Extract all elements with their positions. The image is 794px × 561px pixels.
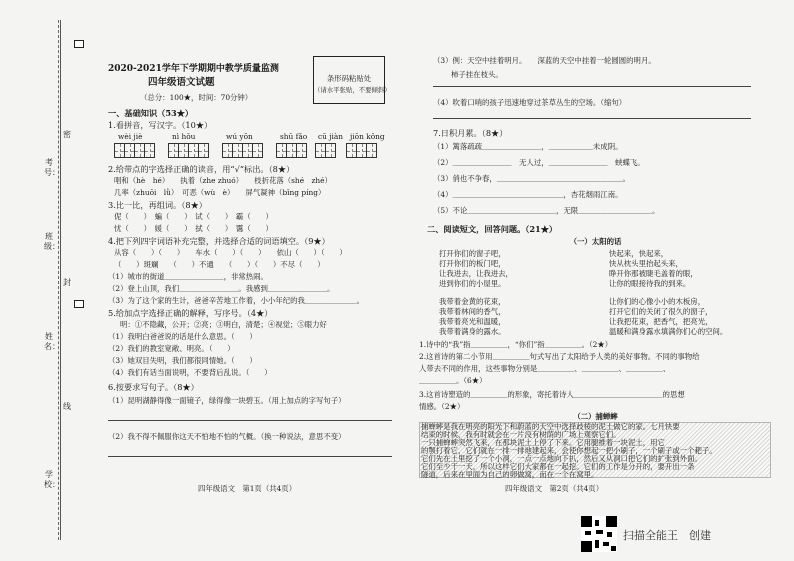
question-3-line-2: 忧（ ） 媛（ ） 拭（ ） 霭（ ） bbox=[114, 224, 273, 233]
question-4-line-1: 从容（ ）（ ） 车水（ ）（ ） 依山（ ）（ ） bbox=[114, 248, 347, 257]
section-2-heading: 二、阅读短文，回答问题。（21★） bbox=[427, 224, 558, 234]
poem-line: 让我进去，让我进去， bbox=[439, 269, 513, 278]
poem-line: 快从枕头里抬起头来， bbox=[609, 259, 683, 268]
question-7-line-5: （5）不论＿＿＿＿＿＿＿＿＿＿＿＿，无限＿＿＿＿＿＿＿＿＿＿。 bbox=[433, 206, 660, 215]
passage-line: 一只捕蝉蟀突然飞来，在那块泥土上停了下来。它用腿推着一块泥土，用它 bbox=[421, 438, 665, 447]
writing-grid-4[interactable] bbox=[276, 143, 306, 158]
writing-grid-2[interactable] bbox=[168, 143, 208, 158]
writing-grid-1[interactable] bbox=[114, 143, 154, 158]
margin-label-secret: 密 bbox=[63, 130, 71, 139]
barcode-paste-box bbox=[313, 56, 391, 104]
question-4-sub-1: （1）城市的街道＿＿＿＿＿＿＿＿，非常热闹。 bbox=[108, 272, 268, 281]
writing-grid-5[interactable] bbox=[315, 143, 335, 158]
question-2: 2.给带点的字选择正确的读音，用“√”标出。（8★） bbox=[108, 164, 295, 174]
question-7-line-4: （4）＿＿＿＿＿＿＿＿＿＿＿＿＿＿＿，杏花烟雨江南。 bbox=[433, 190, 623, 199]
question-7-line-2: （2）＿＿＿＿＿＿＿＿ 无人过，＿＿＿＿＿＿＿＿ 蛱蝶飞。 bbox=[433, 158, 645, 167]
poem-line: 打开它们的关闭了很久的窗子， bbox=[609, 307, 713, 316]
poem-line: 打开你们的板门吧， bbox=[439, 259, 506, 268]
passage-line: 它们至少干一天，所以这样它们大家都在一起挖。它们的工作是分开的，要开出一条 bbox=[421, 462, 695, 471]
binding-dashed-line bbox=[58, 20, 59, 540]
poem-line: 让你们的心像小小的木板房， bbox=[609, 297, 706, 306]
reading-question-2a: 2.这首诗的第二小节用＿＿＿＿＿句式写出了太阳给予人类的美好事物。不同的事物给 bbox=[419, 352, 700, 361]
question-6-3-prompt: 柿子挂在枝头。 bbox=[451, 70, 503, 79]
poem-line: 进到你们的小屋里。 bbox=[439, 279, 506, 288]
passage-line: 结束的时候，我有时就会在一片没有树荫的广场上观察它们。 bbox=[421, 430, 621, 439]
question-3-line-1: 伲（ ） 蝙（ ） 试（ ） 霸（ ） bbox=[114, 212, 273, 221]
passage-line: 它们先在土里挖了一个小洞，一点一点地向下扒，然后又从洞口把它们的扩张到外面。 bbox=[421, 454, 702, 463]
question-6-3-example: （3）例：天空中挂着明月。 深蓝的天空中挂着一轮圆圆的明月。 bbox=[433, 56, 656, 65]
answer-line[interactable] bbox=[433, 86, 751, 87]
margin-label-class: 班级： bbox=[44, 232, 60, 251]
question-7: 7.日积月累。（8★） bbox=[433, 128, 508, 138]
question-2-line-1: 唱和（hè hé） 执着（zhe zhuó） 枝折花落（shé zhé） bbox=[114, 176, 332, 185]
margin-label-exam-no: 考号： bbox=[44, 158, 60, 177]
page-footer-1: 四年级语文 第1页（共4页） bbox=[198, 484, 297, 493]
qr-code-icon bbox=[581, 516, 617, 552]
poem-title: （一）太阳的话 bbox=[569, 237, 622, 246]
passage-line: 隧道，后来在里面为自己的卵做窝，而在一个在窝里。 bbox=[421, 470, 599, 479]
reading-question-2c: ＿＿＿＿＿。（6★） bbox=[419, 376, 487, 385]
margin-label-line: 线 bbox=[63, 402, 71, 411]
answer-line[interactable] bbox=[108, 456, 392, 457]
question-1: 1.看拼音，写汉字。（10★） bbox=[108, 120, 213, 130]
poem-line: 我带着亮光和温暖， bbox=[439, 317, 506, 326]
passage-line: 捕蝉蟀是我在明亮的阳光下和蔚蓝的天空中选择歧棱的泥土做它的家。七月快要 bbox=[421, 422, 680, 431]
question-5-line-2: （2）我们的教室宽敞、明亮。（ ） bbox=[108, 344, 235, 353]
question-5-options: 明：①不隐藏，公开；②亮；③明白，清楚；④视觉；⑤眼力好 bbox=[120, 320, 327, 329]
section-1-heading: 一、基础知识（53★） bbox=[108, 108, 194, 118]
binding-line bbox=[60, 20, 61, 540]
poem-line: 睁开你那被睫毛盖着的眼， bbox=[609, 269, 698, 278]
reading-question-3b: 情感。（2★） bbox=[419, 402, 465, 411]
question-3: 3.比一比，再组词。（8★） bbox=[108, 200, 207, 210]
passage-title: （二）捕蝉蟀 bbox=[573, 412, 618, 421]
pinyin-2: nì hǒu bbox=[172, 132, 196, 141]
reading-question-1: 1.诗中的“我”指＿＿＿＿＿，“你们”指＿＿＿＿＿。（2★） bbox=[419, 340, 613, 349]
question-4-sub-2: （2）登上山顶，我们＿＿＿＿＿＿＿＿。我感到＿＿＿＿＿＿＿＿。 bbox=[108, 284, 335, 293]
passage-line: 的颚打着它，它们就在一排一排地建起来，会使你想起一把小刷子，一个刷子或一个耙子。 bbox=[421, 446, 717, 455]
question-5-line-3: （3）她双目失明，我们都很同情她。（ ） bbox=[108, 356, 257, 365]
question-5-line-1: （1）我明白爸爸说的话是什么意思。（ ） bbox=[108, 332, 257, 341]
poem-line: 打开你们的窗子吧， bbox=[439, 249, 506, 258]
answer-line[interactable] bbox=[108, 420, 392, 421]
question-7-line-3: （3）俏也不争春，＿＿＿＿＿＿＿＿＿＿＿＿＿＿＿＿＿。 bbox=[433, 174, 630, 183]
question-4-line-2: （ ）斑斓 （ ）不通 （ ）（ ）不尽（ ） bbox=[114, 260, 325, 269]
writing-grid-3[interactable] bbox=[222, 143, 262, 158]
question-5: 5.给加点字选择正确的解释，写序号。（4★） bbox=[108, 308, 273, 318]
pinyin-3: wú yōn bbox=[226, 132, 253, 141]
question-7-line-1: （1）篱落疏疏＿＿＿＿＿＿＿＿，＿＿＿＿＿＿未成阴。 bbox=[433, 142, 623, 151]
exam-title: 2020-2021学年下学期期中教学质量监测 bbox=[108, 64, 279, 74]
margin-label-name: 姓名： bbox=[44, 332, 60, 351]
answer-line[interactable] bbox=[433, 118, 751, 119]
question-6-4: （4）吹着口哨的孩子迅速地穿过茶草丛生的空场。（缩句） bbox=[433, 98, 627, 107]
margin-label-seal: 封 bbox=[63, 278, 71, 287]
poem-line: 快起来，快起来， bbox=[609, 249, 669, 258]
poem-line: 我带着林间的香气， bbox=[439, 307, 506, 316]
pinyin-6: jiōn kǒng bbox=[350, 132, 385, 141]
writing-grid-6[interactable] bbox=[346, 143, 376, 158]
question-4-sub-3: （3）为了这个家的生计，爸爸辛苦地工作着，小小年纪的我＿＿＿＿＿＿＿。 bbox=[108, 296, 364, 305]
barcode-note: （请水平张贴，不要倾斜） bbox=[314, 86, 391, 94]
scanner-watermark: 扫描全能王 创建 bbox=[623, 529, 711, 542]
exam-meta: （总分：100★，时间：70分钟） bbox=[140, 93, 253, 102]
poem-line: 我带着金黄的花束， bbox=[439, 297, 506, 306]
margin-label-school: 学校： bbox=[44, 470, 60, 489]
pinyin-1: wèi jiè bbox=[118, 132, 143, 141]
question-6-2: （2）我不得不佩服你这天不怕地不怕的气概。（换一种说法，意思不变） bbox=[108, 432, 346, 441]
reading-question-2b: 人带去不同的作用，这些事物分别是＿＿＿＿＿、＿＿＿＿＿、＿＿＿＿＿、 bbox=[419, 364, 671, 373]
question-6: 6.按要求写句子。（8★） bbox=[108, 382, 199, 392]
reading-question-3a: 3.这首诗塑造的＿＿＿＿＿的形象，寄托着诗人＿＿＿＿＿＿＿＿＿＿＿＿的思想 bbox=[419, 390, 685, 399]
poem-line: 我带着满身的露水。 bbox=[439, 327, 506, 336]
pinyin-4: shū fǎo bbox=[280, 132, 308, 141]
question-4: 4.把下列四字词语补充完整，并选择合适的词语填空。（9★） bbox=[108, 236, 330, 246]
page-footer-2: 四年级语文 第2页（共4页） bbox=[505, 484, 604, 493]
question-2-line-2: 几率（zhuōi lǜ） 可恶（wù è） 屏气凝神（bǐng píng） bbox=[114, 188, 326, 197]
question-5-line-4: （4）我们有话当面说明，不要背后乱说。（ ） bbox=[108, 368, 272, 377]
poem-line: 让你的眼接待我的到来。 bbox=[609, 279, 691, 288]
poem-line: 温暖和满身露水填满你们心的空间。 bbox=[609, 327, 728, 336]
exam-page-2 bbox=[397, 0, 794, 561]
question-6-1: （1）昆明湖静得像一面镜子，绿得像一块碧玉。（用上加点的字写句子） bbox=[108, 396, 346, 405]
barcode-label: 条形码粘贴处 bbox=[326, 74, 372, 83]
alignment-mark bbox=[74, 300, 84, 308]
pinyin-5: cū jiàn bbox=[318, 132, 344, 141]
alignment-mark bbox=[74, 40, 84, 48]
poem-line: 让我把花束，把香气，把亮光， bbox=[609, 317, 713, 326]
exam-subtitle: 四年级语文试题 bbox=[148, 77, 215, 88]
